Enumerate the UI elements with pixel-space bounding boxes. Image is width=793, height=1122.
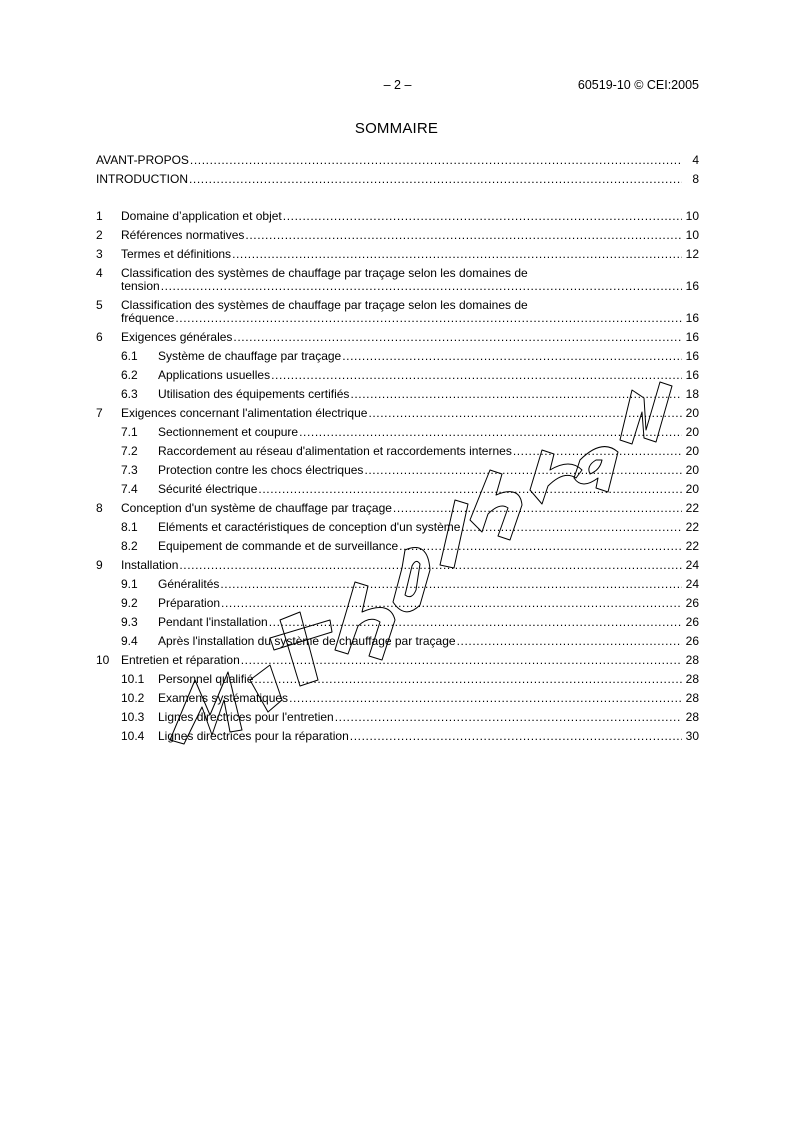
toc-entry-page: 10 — [685, 228, 699, 242]
toc-section-entry[interactable] — [96, 266, 699, 296]
toc-entry-page: 26 — [685, 596, 699, 610]
toc-entry-title: Raccordement au réseau d'alimentation et raccordements internes — [158, 444, 512, 458]
toc-section-entry[interactable] — [96, 298, 699, 328]
leader-dots — [399, 539, 682, 554]
toc-entry-number: 9.2 — [121, 596, 138, 610]
toc-entry-title: tension — [121, 279, 160, 293]
toc-entry-title: Exigences générales — [121, 330, 233, 344]
toc-entry-page: 8 — [692, 172, 699, 186]
leader-dots — [254, 672, 682, 687]
toc-entry-page: 24 — [685, 558, 699, 572]
toc-entry-number: 2 — [96, 228, 103, 242]
toc-entry-number: 8 — [96, 501, 103, 515]
toc-front-entry[interactable] — [96, 172, 699, 187]
toc-entry-number: 10 — [96, 653, 110, 667]
page-number: – 2 – — [383, 78, 412, 92]
toc-entry-number: 6.3 — [121, 387, 138, 401]
toc-entry-number: 7.3 — [121, 463, 138, 477]
leader-dots — [190, 153, 682, 168]
toc-entry-page: 22 — [685, 501, 699, 515]
toc-section-entry[interactable] — [96, 228, 699, 243]
toc-entry-page: 4 — [692, 153, 699, 167]
toc-subsection-entry[interactable] — [96, 710, 699, 725]
toc-entry-page: 16 — [685, 279, 699, 293]
toc-entry-page: 12 — [685, 247, 699, 261]
leader-dots — [350, 729, 682, 744]
leader-dots — [513, 444, 682, 459]
toc-entry-title: Termes et définitions — [121, 247, 232, 261]
toc-entry-page: 16 — [685, 349, 699, 363]
toc-entry-number: 8.2 — [121, 539, 138, 553]
toc-entry-title: Conception d'un système de chauffage par traçage — [121, 501, 392, 515]
leader-dots — [364, 463, 682, 478]
toc-entry-title: INTRODUCTION — [96, 172, 188, 186]
toc-entry-title: Protection contre les chocs électriques — [158, 463, 364, 477]
toc-entry-title: Equipement de commande et de surveillance — [158, 539, 399, 553]
toc-entry-title: Lignes directrices pour la réparation — [158, 729, 349, 743]
toc-entry-page: 16 — [685, 311, 699, 325]
leader-dots — [368, 406, 682, 421]
leader-dots — [283, 209, 682, 224]
toc-entry-page: 18 — [685, 387, 699, 401]
toc-section-entry[interactable] — [96, 558, 699, 573]
leader-dots — [221, 596, 682, 611]
toc-subsection-entry[interactable] — [96, 482, 699, 497]
toc-entry-title: Personnel qualifié — [158, 672, 254, 686]
toc-entry-number: 10.4 — [121, 729, 145, 743]
toc-subsection-entry[interactable] — [96, 463, 699, 478]
toc-entry-title: Système de chauffage par traçage — [158, 349, 342, 363]
toc-entry-page: 30 — [685, 729, 699, 743]
toc-subsection-entry[interactable] — [96, 368, 699, 383]
leader-dots — [258, 482, 682, 497]
toc-entry-page: 22 — [685, 520, 699, 534]
toc-entry-number: 6.1 — [121, 349, 138, 363]
leader-dots — [393, 501, 682, 516]
toc-entry-number: 9 — [96, 558, 103, 572]
toc-entry-title: Références normatives — [121, 228, 245, 242]
toc-subsection-entry[interactable] — [96, 577, 699, 592]
toc-subsection-entry[interactable] — [96, 387, 699, 402]
leader-dots — [269, 615, 682, 630]
toc-entry-title-line1: Classification des systèmes de chauffage par traçage selon les domaines de — [121, 298, 528, 312]
leader-dots — [335, 710, 682, 725]
toc-title: SOMMAIRE — [354, 120, 439, 137]
toc-entry-page: 28 — [685, 653, 699, 667]
toc-entry-title: AVANT-PROPOS — [96, 153, 189, 167]
toc-entry-number: 5 — [96, 298, 103, 312]
toc-entry-title: Utilisation des équipements certifiés — [158, 387, 350, 401]
toc-entry-number: 10.2 — [121, 691, 145, 705]
toc-section-entry[interactable] — [96, 501, 699, 516]
toc-entry-title: Préparation — [158, 596, 221, 610]
toc-entry-number: 1 — [96, 209, 103, 223]
leader-dots — [350, 387, 682, 402]
toc-subsection-entry[interactable] — [96, 444, 699, 459]
toc-entry-title: Pendant l'installation — [158, 615, 268, 629]
toc-entry-number: 4 — [96, 266, 103, 280]
toc-entry-number: 7.1 — [121, 425, 138, 439]
leader-dots — [457, 634, 682, 649]
leader-dots — [245, 228, 682, 243]
toc-section-entry[interactable] — [96, 653, 699, 668]
leader-dots — [461, 520, 682, 535]
leader-dots — [179, 558, 682, 573]
toc-entry-page: 20 — [685, 482, 699, 496]
toc-entry-number: 8.1 — [121, 520, 138, 534]
toc-entry-title: Installation — [121, 558, 179, 572]
toc-entry-number: 7 — [96, 406, 103, 420]
toc-entry-title-line1: Classification des systèmes de chauffage par traçage selon les domaines de — [121, 266, 528, 280]
toc-entry-page: 20 — [685, 444, 699, 458]
toc-entry-number: 7.4 — [121, 482, 138, 496]
toc-entry-title: Entretien et réparation — [121, 653, 240, 667]
toc-entry-title: Sécurité électrique — [158, 482, 258, 496]
toc-subsection-entry[interactable] — [96, 691, 699, 706]
leader-dots — [289, 691, 682, 706]
leader-dots — [233, 330, 682, 345]
toc-subsection-entry[interactable] — [96, 596, 699, 611]
toc-subsection-entry[interactable] — [96, 539, 699, 554]
toc-entry-page: 28 — [685, 691, 699, 705]
toc-entry-number: 6.2 — [121, 368, 138, 382]
toc-entry-page: 26 — [685, 634, 699, 648]
toc-entry-page: 22 — [685, 539, 699, 553]
leader-dots — [271, 368, 682, 383]
toc-section-entry[interactable] — [96, 330, 699, 345]
toc-entry-page: 20 — [685, 425, 699, 439]
toc-section-entry[interactable] — [96, 406, 699, 421]
toc-entry-page: 28 — [685, 672, 699, 686]
leader-dots — [342, 349, 682, 364]
toc-entry-title: Applications usuelles — [158, 368, 271, 382]
leader-dots — [220, 577, 682, 592]
toc-section-entry[interactable] — [96, 247, 699, 262]
document-reference: 60519-10 © CEI:2005 — [577, 78, 699, 92]
toc-entry-number: 10.1 — [121, 672, 145, 686]
toc-entry-page: 20 — [685, 406, 699, 420]
toc-front-entry[interactable] — [96, 153, 699, 168]
toc-entry-title: Examens systématiques — [158, 691, 289, 705]
toc-entry-title: Sectionnement et coupure — [158, 425, 299, 439]
leader-dots — [241, 653, 682, 668]
leader-dots — [232, 247, 682, 262]
toc-entry-title: fréquence — [121, 311, 175, 325]
leader-dots — [161, 279, 682, 294]
toc-entry-title: Lignes directrices pour l'entretien — [158, 710, 334, 724]
toc-entry-title: Généralités — [158, 577, 220, 591]
toc-entry-number: 6 — [96, 330, 103, 344]
toc-entry-number: 9.4 — [121, 634, 138, 648]
toc-section-entry[interactable] — [96, 209, 699, 224]
toc-entry-page: 26 — [685, 615, 699, 629]
toc-entry-number: 9.1 — [121, 577, 138, 591]
toc-entry-page: 20 — [685, 463, 699, 477]
toc-entry-title: Après l'installation du système de chauffage par traçage — [158, 634, 456, 648]
toc-entry-page: 24 — [685, 577, 699, 591]
toc-subsection-entry[interactable] — [96, 520, 699, 535]
toc-entry-title: Exigences concernant l'alimentation électrique — [121, 406, 368, 420]
toc-entry-title: Eléments et caractéristiques de conception d'un système — [158, 520, 461, 534]
toc-entry-number: 9.3 — [121, 615, 138, 629]
toc-subsection-entry[interactable] — [96, 425, 699, 440]
toc-entry-page: 16 — [685, 330, 699, 344]
toc-entry-number: 3 — [96, 247, 103, 261]
toc-subsection-entry[interactable] — [96, 634, 699, 649]
toc-entry-number: 10.3 — [121, 710, 145, 724]
toc-entry-page: 16 — [685, 368, 699, 382]
leader-dots — [189, 172, 682, 187]
toc-subsection-entry[interactable] — [96, 615, 699, 630]
toc-subsection-entry[interactable] — [96, 349, 699, 364]
toc-subsection-entry[interactable] — [96, 729, 699, 744]
toc-subsection-entry[interactable] — [96, 672, 699, 687]
toc-entry-title: Domaine d’application et objet — [121, 209, 282, 223]
toc-entry-number: 7.2 — [121, 444, 138, 458]
leader-dots — [175, 311, 682, 326]
leader-dots — [299, 425, 682, 440]
toc-entry-page: 28 — [685, 710, 699, 724]
page-header — [96, 78, 699, 94]
toc-entry-page: 10 — [685, 209, 699, 223]
